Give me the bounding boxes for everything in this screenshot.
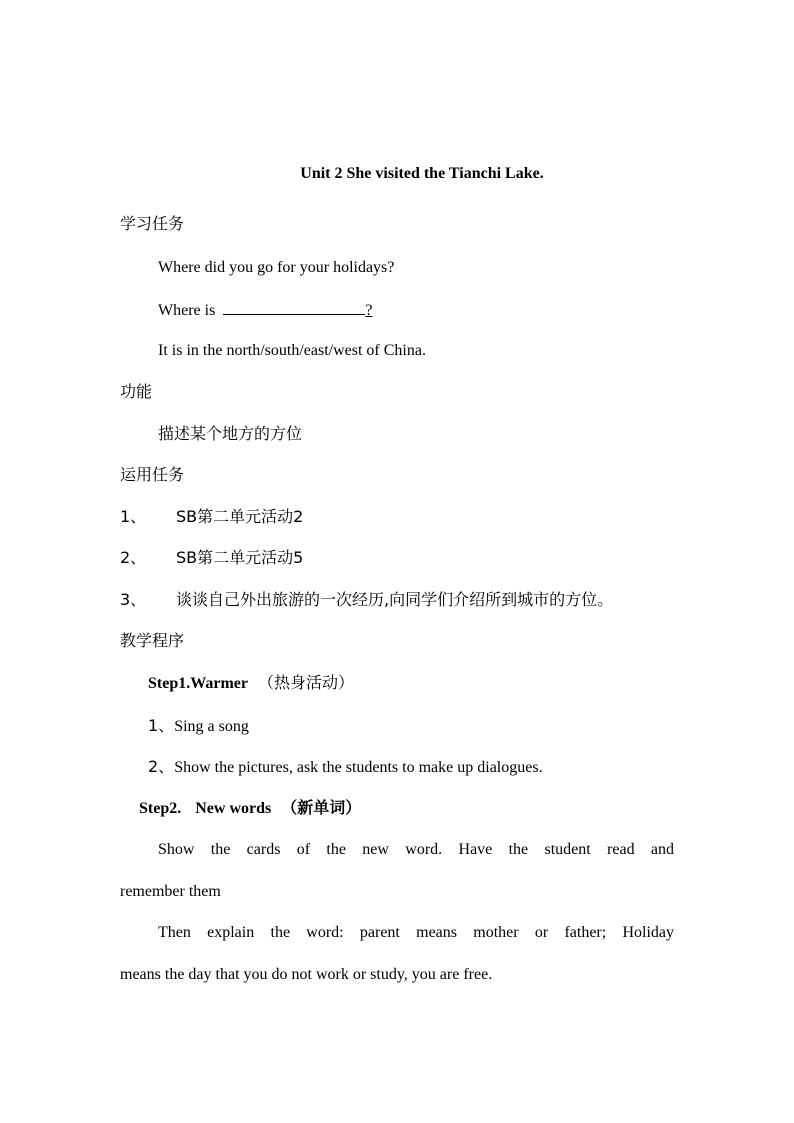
heading-procedure: 教学程序 xyxy=(120,631,185,650)
learning-line-3: It is in the north/south/east/west of China. xyxy=(158,342,426,359)
step1-item-1 xyxy=(148,716,249,737)
step2-label: Step2. xyxy=(139,800,182,817)
heading-application-tasks: 运用任务 xyxy=(120,465,185,484)
learning-line-2 xyxy=(158,299,372,321)
page-title: Unit 2 She visited the Tianchi Lake. xyxy=(300,165,544,182)
step1-label: Step1.Warmer xyxy=(148,675,248,692)
application-item-1 xyxy=(120,507,303,527)
learning-line-2-text: Where is xyxy=(158,302,216,319)
function-text: 描述某个地方的方位 xyxy=(158,424,303,443)
application-item-1-text: SB第二单元活动2 xyxy=(176,507,304,526)
application-item-2-num: 2、 xyxy=(120,548,147,567)
application-item-3-text: 谈谈自己外出旅游的一次经历,向同学们介绍所到城市的方位。 xyxy=(176,590,614,609)
step1-heading xyxy=(148,673,354,694)
application-item-2 xyxy=(120,548,303,568)
step2-heading xyxy=(139,798,361,819)
step2-note: （新单词） xyxy=(281,798,362,817)
step2-para1-line1: Show the cards of the new word. Have the student read and xyxy=(158,841,674,858)
step1-item-1-num: 1、 xyxy=(148,716,175,735)
step2-para2-line1: Then explain the word: parent means mother or father; Holiday xyxy=(158,924,674,941)
heading-function: 功能 xyxy=(120,382,153,401)
learning-line-1: Where did you go for your holidays? xyxy=(158,259,395,276)
application-item-3 xyxy=(120,590,613,610)
step1-item-2 xyxy=(148,757,543,778)
fill-in-blank xyxy=(223,299,365,315)
step1-item-2-num: 2、 xyxy=(148,757,175,776)
step2-para2-line2: means the day that you do not work or study, you are free. xyxy=(120,966,493,983)
step1-item-1-text: Sing a song xyxy=(174,718,249,735)
application-item-1-num: 1、 xyxy=(120,507,147,526)
step1-note: （热身活动） xyxy=(257,673,354,692)
step2-label-words: New words xyxy=(195,800,272,817)
question-mark: ? xyxy=(365,302,373,319)
application-item-3-num: 3、 xyxy=(120,590,147,609)
step1-item-2-text: Show the pictures, ask the students to make up dialogues. xyxy=(174,759,543,776)
application-item-2-text: SB第二单元活动5 xyxy=(176,548,304,567)
heading-learning-tasks: 学习任务 xyxy=(120,214,185,233)
step2-para1-line2: remember them xyxy=(120,883,221,900)
